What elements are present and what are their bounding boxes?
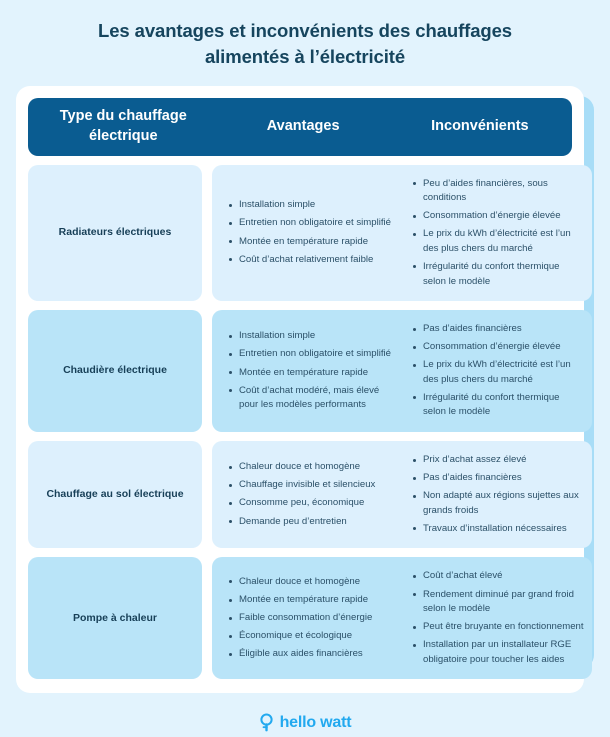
row-lists-cell (212, 165, 592, 302)
list-item: Montée en température rapide (228, 235, 398, 250)
list-item: Chauffage invisible et silencieux (228, 478, 398, 493)
list-item: Coût d’achat relativement faible (228, 253, 398, 268)
list-item: Chaleur douce et homogène (228, 460, 398, 475)
advantages-list (220, 575, 398, 662)
list-item: Rendement diminué par grand froid selon le modèle (412, 588, 584, 617)
list-item: Économique et écologique (228, 629, 398, 644)
list-item: Entretien non obligatoire et simplifié (228, 216, 398, 231)
advantages-list (220, 329, 398, 412)
page-title: Les avantages et inconvénients des chauffages alimentés à l’électricité (98, 20, 512, 68)
row-lists-cell (212, 441, 592, 548)
comparison-table-card (16, 86, 584, 694)
row-lists-cell (212, 310, 592, 432)
list-item: Montée en température rapide (228, 593, 398, 608)
list-item: Demande peu d’entretien (228, 515, 398, 530)
list-item: Faible consommation d’énergie (228, 611, 398, 626)
row-type-label: Pompe à chaleur (72, 611, 158, 624)
list-item: Consomme peu, économique (228, 496, 398, 511)
column-header-drawbacks: Inconvénients (431, 117, 529, 134)
list-item: Coût d’achat modéré, mais élevé pour les modèles performants (228, 384, 398, 413)
table-card-wrapper (16, 86, 594, 694)
table-header-row (28, 98, 572, 156)
list-item: Pas d’aides financières (412, 322, 584, 337)
row-type-label: Chaudière électrique (63, 364, 167, 377)
row-type-cell (28, 557, 202, 679)
list-item: Entretien non obligatoire et simplifié (228, 347, 398, 362)
table-row (28, 165, 572, 302)
list-item: Pas d’aides financières (412, 471, 584, 486)
drawbacks-list (398, 322, 584, 420)
advantages-list (220, 198, 398, 267)
table-body (28, 156, 584, 680)
table-row (28, 310, 572, 432)
list-item: Installation par un installateur RGE obligatoire pour toucher les aides (412, 638, 584, 667)
list-item: Irrégularité du confort thermique selon le modèle (412, 260, 584, 289)
list-item: Peut être bruyante en fonctionnement (412, 620, 584, 635)
lightbulb-icon (259, 713, 274, 732)
list-item: Coût d’achat élevé (412, 569, 584, 584)
list-item: Installation simple (228, 329, 398, 344)
drawbacks-list (398, 453, 584, 536)
list-item: Peu d’aides financières, sous conditions (412, 177, 584, 206)
row-lists-cell (212, 557, 592, 679)
table-row (28, 557, 584, 679)
column-header-advantages: Avantages (266, 117, 340, 134)
list-item: Installation simple (228, 198, 398, 213)
list-item: Irrégularité du confort thermique selon le modèle (412, 391, 584, 420)
list-item: Prix d’achat assez élevé (412, 453, 584, 468)
row-type-label: Radiateurs électriques (58, 226, 172, 239)
advantages-list (220, 460, 398, 529)
brand-name: hello watt (279, 713, 352, 731)
list-item: Éligible aux aides financières (228, 647, 398, 662)
drawbacks-list (398, 177, 584, 290)
list-item: Le prix du kWh d’électricité est l’un des plus chers du marché (412, 227, 584, 256)
footer-brand (259, 713, 352, 732)
table-row (28, 441, 579, 548)
list-item: Consommation d’énergie élevée (412, 209, 584, 224)
drawbacks-list (398, 569, 584, 667)
list-item: Chaleur douce et homogène (228, 575, 398, 590)
row-type-cell (28, 441, 202, 548)
row-type-cell (28, 165, 202, 302)
row-type-cell (28, 310, 202, 432)
list-item: Consommation d’énergie élevée (412, 340, 584, 355)
list-item: Le prix du kWh d’électricité est l’un des plus chers du marché (412, 358, 584, 387)
list-item: Montée en température rapide (228, 366, 398, 381)
row-type-label: Chauffage au sol électrique (46, 488, 184, 501)
list-item: Travaux d’installation nécessaires (412, 522, 584, 537)
list-item: Non adapté aux régions sujettes aux grands froids (412, 489, 584, 518)
column-header-type: Type du chauffage électrique (59, 108, 187, 144)
